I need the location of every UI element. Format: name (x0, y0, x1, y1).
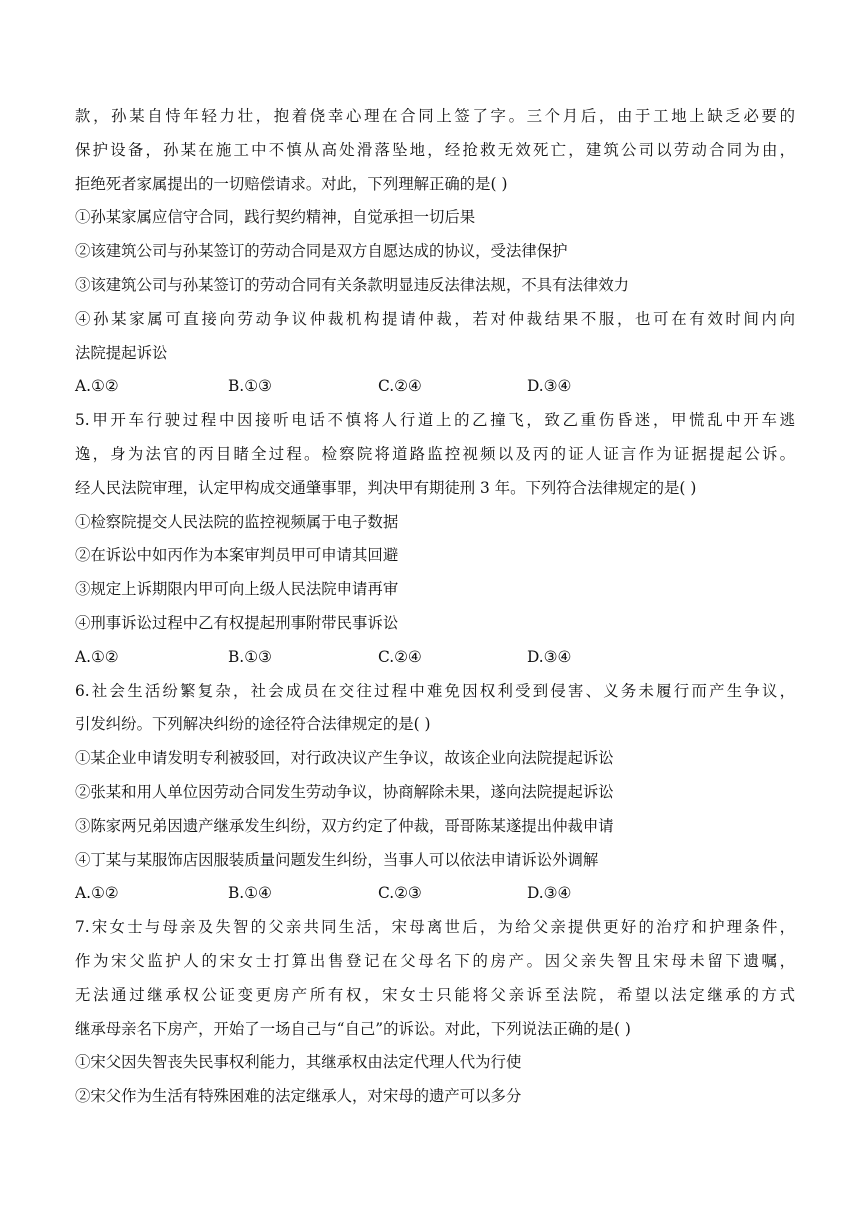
question-content (75, 100, 795, 1114)
q4-option: ④孙某家属可直接向劳动争议仲裁机构提请仲裁，若对仲裁结果不服，也可在有效时间内向 (75, 309, 795, 328)
q6-option: ①某企业申请发明专利被驳回，对行政决议产生争议，故该企业向法院提起诉讼 (75, 749, 614, 768)
q5-answers (75, 641, 795, 675)
q5-option: ④刑事诉讼过程中乙有权提起刑事附带民事诉讼 (75, 613, 399, 632)
q7-option: ①宋父因失智丧失民事权利能力，其继承权由法定代理人代为行使 (75, 1053, 522, 1072)
q4-answer-c: C.②④ (378, 377, 422, 396)
q6-option: ②张某和用人单位因劳动合同发生劳动争议，协商解除未果，遂向法院提起诉讼 (75, 782, 614, 801)
q6-stem-line: 6.社会生活纷繁复杂，社会成员在交往过程中难免因权利受到侵害、义务未履行而产生争议， (75, 681, 795, 700)
q4-option: 法院提起诉讼 (75, 343, 168, 362)
q7-option: ②宋父作为生活有特殊困难的法定继承人，对宋母的遗产可以多分 (75, 1087, 522, 1106)
q6-answer-a: A.①② (75, 884, 119, 903)
q6-answers (75, 877, 795, 911)
q5-stem-line: 经人民法院审理，认定甲构成交通肇事罪，判决甲有期徒刑 3 年。下列符合法律规定的是( ) (75, 478, 697, 497)
q4-stem-line: 保护设备，孙某在施工中不慎从高处滑落坠地，经抢救无效死亡，建筑公司以劳动合同为由， (75, 140, 795, 159)
q4-stem-line: 拒绝死者家属提出的一切赔偿请求。对此，下列理解正确的是( ) (75, 174, 508, 193)
q5-answer-d: D.③④ (527, 647, 572, 666)
q4-answer-d: D.③④ (527, 377, 572, 396)
q7-stem-line: 7.宋女士与母亲及失智的父亲共同生活，宋母离世后，为给父亲提供更好的治疗和护理条件， (75, 918, 795, 937)
q4-stem-line: 款，孙某自恃年轻力壮，抱着侥幸心理在合同上签了字。三个月后，由于工地上缺乏必要的 (75, 107, 795, 125)
q4-answer-b: B.①③ (228, 377, 272, 396)
q4-option: ③该建筑公司与孙某签订的劳动合同有关条款明显违反法律法规，不具有法律效力 (75, 275, 630, 294)
q5-answer-c: C.②④ (378, 647, 422, 666)
q5-stem-line: 逸，身为法官的丙目睹全过程。检察院将道路监控视频以及丙的证人证言作为证据提起公诉。 (75, 444, 795, 463)
q5-answer-a: A.①② (75, 647, 119, 666)
q5-stem-line: 5.甲开车行驶过程中因接听电话不慎将人行道上的乙撞飞，致乙重伤昏迷，甲慌乱中开车逃 (75, 411, 795, 430)
q4-option: ②该建筑公司与孙某签订的劳动合同是双方自愿达成的协议，受法律保护 (75, 242, 568, 261)
q5-option: ②在诉讼中如丙作为本案审判员甲可申请其回避 (75, 546, 399, 565)
q7-stem-line: 继承母亲名下房产，开始了一场自己与“自己”的诉讼。对此，下列说法正确的是( ) (75, 1019, 631, 1038)
q5-option: ③规定上诉期限内甲可向上级人民法院申请再审 (75, 580, 399, 599)
q4-answer-a: A.①② (75, 377, 119, 396)
q6-option: ③陈家两兄弟因遗产继承发生纠纷，双方约定了仲裁，哥哥陈某遂提出仲裁申请 (75, 816, 614, 835)
q7-stem-line: 无法通过继承权公证变更房产所有权，宋女士只能将父亲诉至法院，希望以法定继承的方式 (75, 985, 795, 1004)
q7-stem-line: 作为宋父监护人的宋女士打算出售登记在父母名下的房产。因父亲失智且宋母未留下遗嘱， (75, 951, 795, 970)
q4-option: ①孙某家属应信守合同，践行契约精神，自觉承担一切后果 (75, 208, 476, 227)
q5-option: ①检察院提交人民法院的监控视频属于电子数据 (75, 512, 399, 531)
q6-stem-line: 引发纠纷。下列解决纠纷的途径符合法律规定的是( ) (75, 715, 431, 734)
q6-answer-c: C.②③ (378, 884, 422, 903)
q6-answer-b: B.①④ (228, 884, 272, 903)
q4-answers (75, 370, 795, 404)
q6-option: ④丁某与某服饰店因服装质量问题发生纠纷，当事人可以依法申请诉讼外调解 (75, 850, 599, 869)
q5-answer-b: B.①③ (228, 647, 272, 666)
q6-answer-d: D.③④ (527, 884, 572, 903)
